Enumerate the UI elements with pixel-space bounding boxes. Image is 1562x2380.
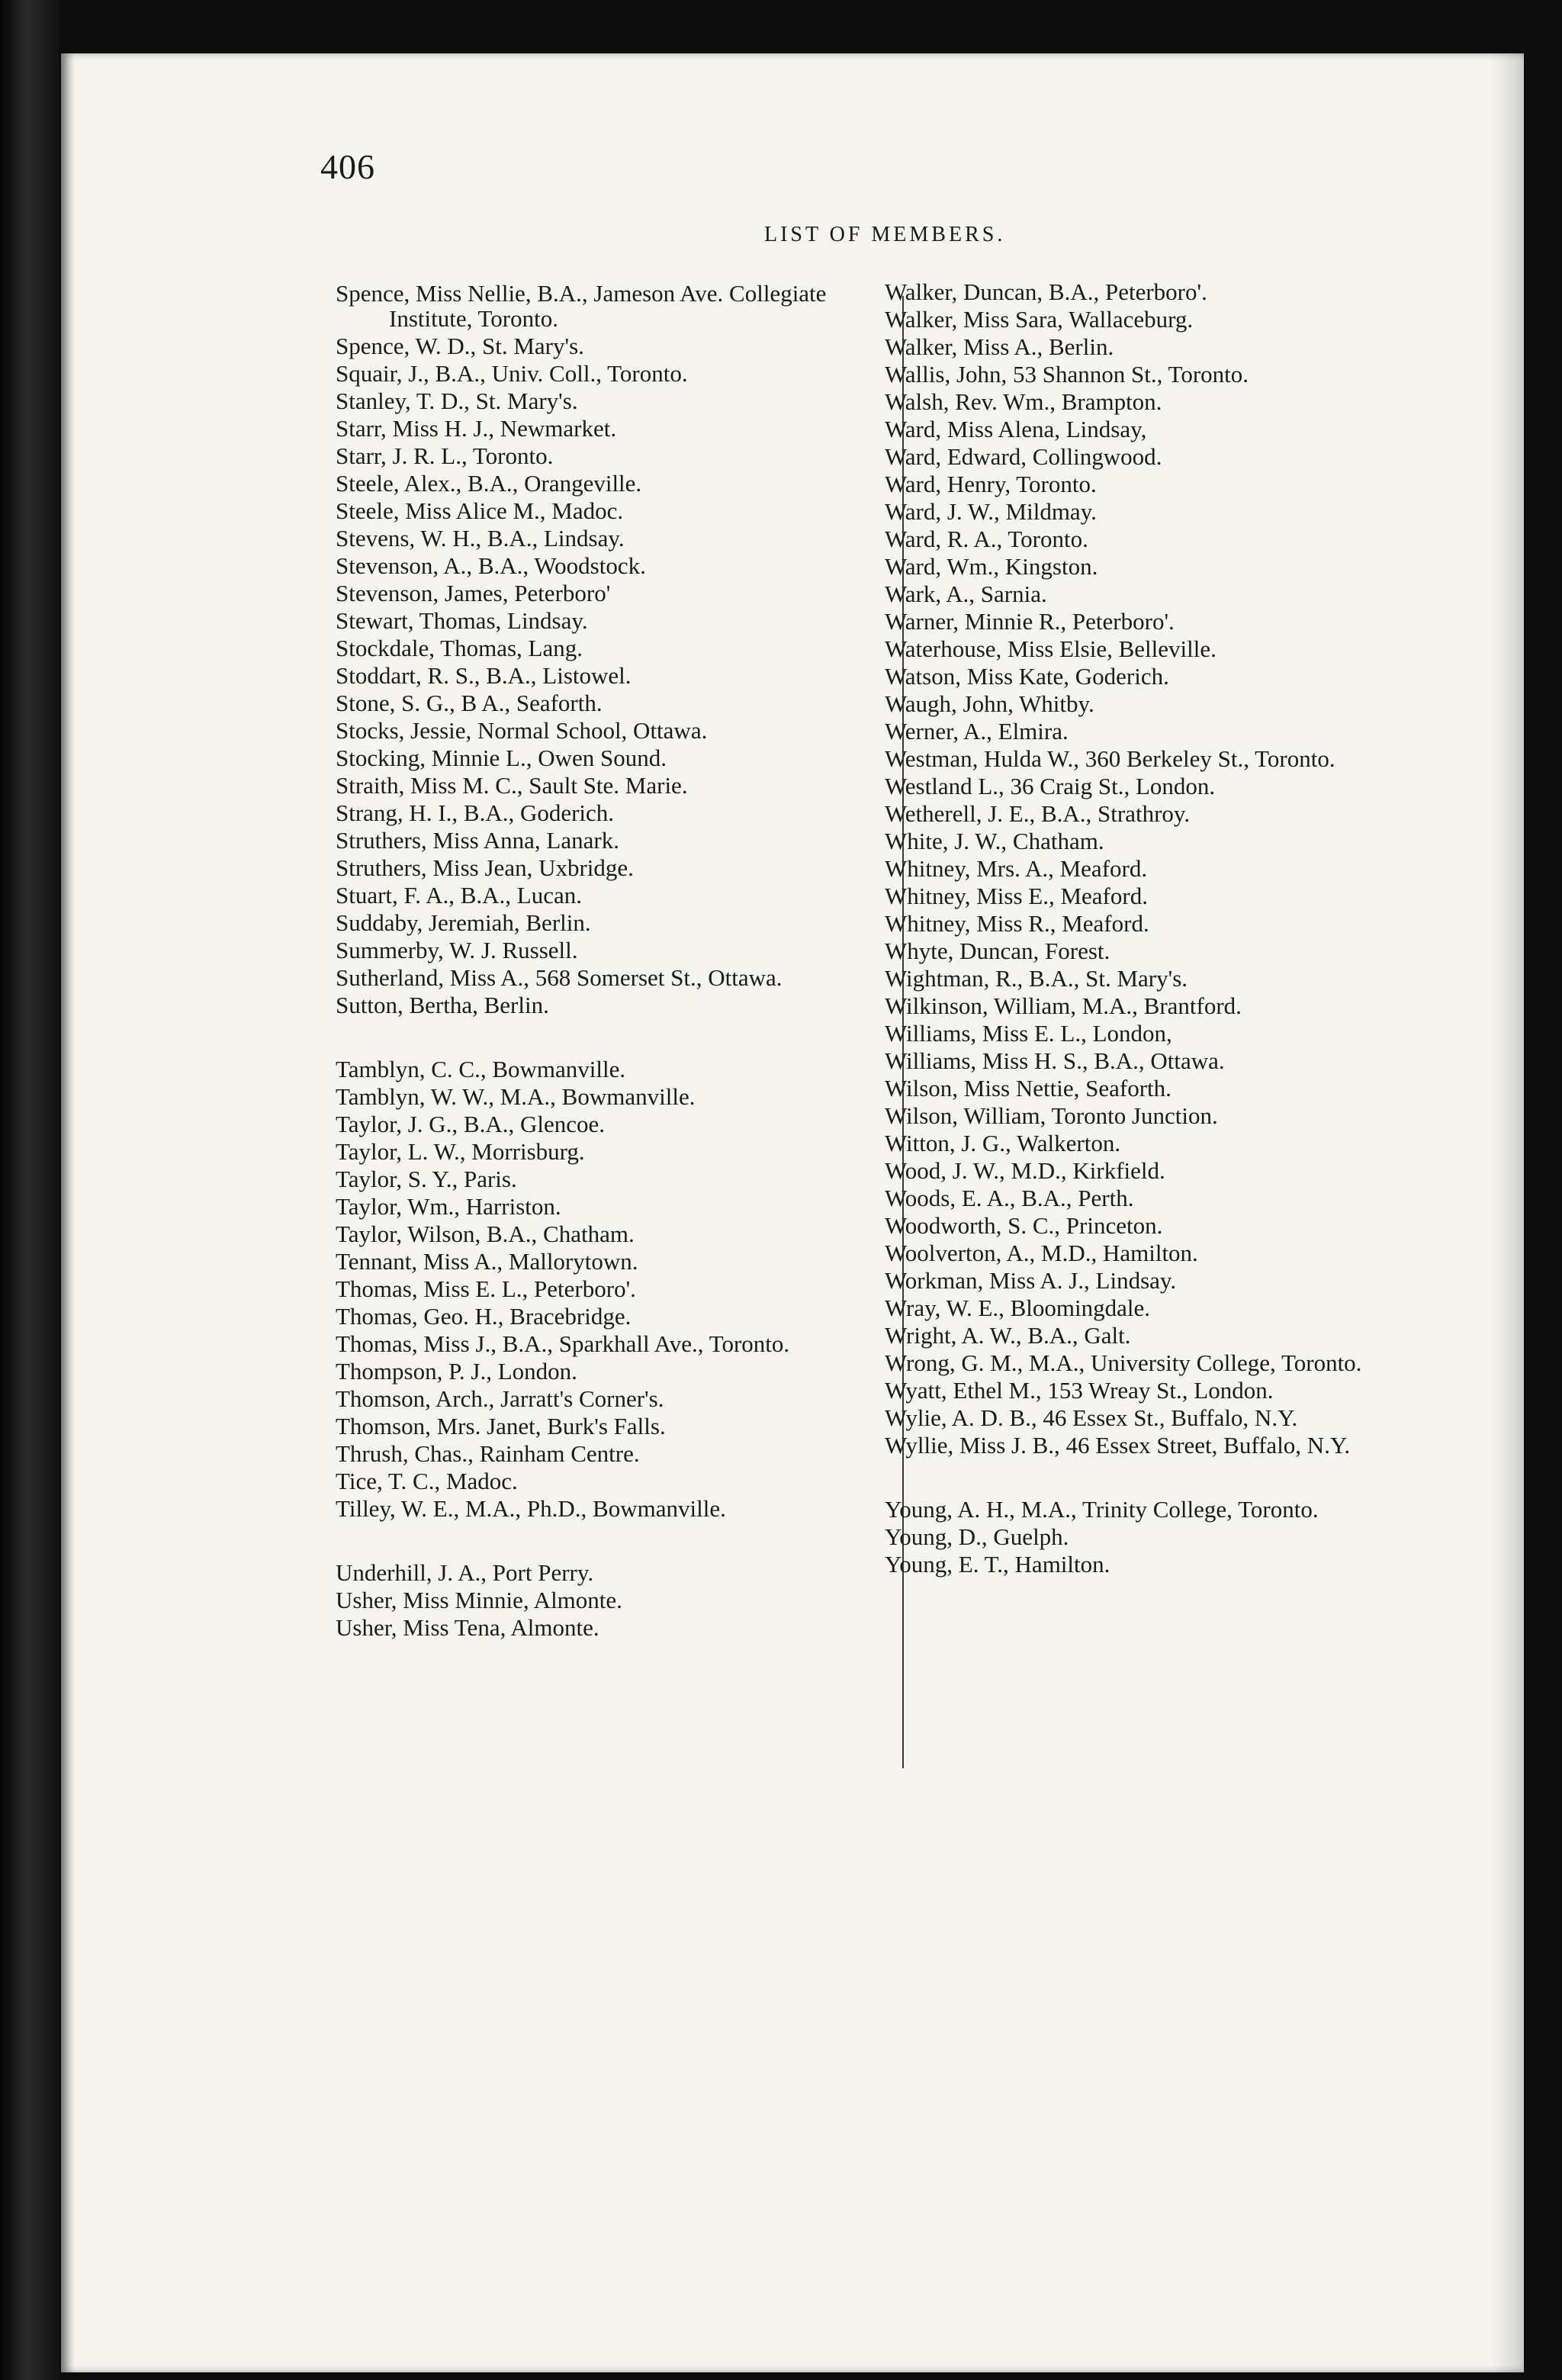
member-entry: Wyatt, Ethel M., 153 Wreay St., London.: [885, 1377, 1274, 1404]
member-entry: Sutton, Bertha, Berlin.: [336, 992, 549, 1018]
member-entry: Sutherland, Miss A., 568 Somerset St., Ottawa.: [336, 964, 783, 991]
member-entry: Wray, W. E., Bloomingdale.: [885, 1295, 1151, 1321]
member-entry: Thrush, Chas., Rainham Centre.: [336, 1440, 640, 1467]
member-entry: Spence, Miss Nellie, B.A., Jameson Ave. Collegiate Institute, Toronto.: [336, 280, 827, 332]
member-entry: Thomas, Geo. H., Bracebridge.: [336, 1303, 632, 1330]
member-entry: Wilson, William, Toronto Junction.: [885, 1102, 1218, 1129]
member-entry: Summerby, W. J. Russell.: [336, 937, 578, 963]
member-entry: Tilley, W. E., M.A., Ph.D., Bowmanville.: [336, 1495, 726, 1522]
member-entry: Stanley, T. D., St. Mary's.: [336, 388, 578, 414]
member-entry: Williams, Miss H. S., B.A., Ottawa.: [885, 1047, 1225, 1074]
member-entry: White, J. W., Chatham.: [885, 828, 1104, 854]
member-entry: Stone, S. G., B A., Seaforth.: [336, 690, 603, 716]
section-gap: [885, 1460, 1434, 1497]
member-entry: Walker, Duncan, B.A., Peterboro'.: [885, 278, 1207, 305]
member-entry: Thompson, P. J., London.: [336, 1358, 577, 1385]
member-entry: Stevenson, A., B.A., Woodstock.: [336, 552, 646, 579]
running-head: LIST OF MEMBERS.: [764, 223, 1006, 246]
member-entry: Tamblyn, C. C., Bowmanville.: [336, 1056, 626, 1082]
member-entry: Taylor, J. G., B.A., Glencoe.: [336, 1111, 606, 1137]
member-entry: Strang, H. I., B.A., Goderich.: [336, 799, 615, 826]
section-gap: [336, 1020, 885, 1057]
book-spine-edge: [0, 0, 59, 2380]
members-column-right: [885, 279, 1434, 1579]
member-entry: Walker, Miss Sara, Wallaceburg.: [885, 306, 1194, 333]
member-entry: Suddaby, Jeremiah, Berlin.: [336, 909, 591, 936]
gutter-shadow: [61, 53, 75, 2372]
member-entry: Taylor, L. W., Morrisburg.: [336, 1138, 585, 1165]
member-entry: Wilkinson, William, M.A., Brantford.: [885, 992, 1242, 1019]
member-entry: Wark, A., Sarnia.: [885, 581, 1047, 607]
member-entry: Stuart, F. A., B.A., Lucan.: [336, 882, 583, 909]
member-entry: Workman, Miss A. J., Lindsay.: [885, 1267, 1177, 1294]
member-entry: Walsh, Rev. Wm., Brampton.: [885, 388, 1162, 415]
member-entry: Stevenson, James, Peterboro': [336, 580, 611, 606]
member-entry: Starr, J. R. L., Toronto.: [336, 442, 554, 469]
member-entry: Ward, Edward, Collingwood.: [885, 443, 1162, 470]
member-entry: Walker, Miss A., Berlin.: [885, 333, 1114, 360]
member-entry: Watson, Miss Kate, Goderich.: [885, 663, 1169, 690]
member-entry: Westman, Hulda W., 360 Berkeley St., Toronto.: [885, 745, 1335, 772]
member-entry: Ward, R. A., Toronto.: [885, 526, 1088, 552]
member-entry: Wyllie, Miss J. B., 46 Essex Street, Buffalo, N.Y.: [885, 1432, 1351, 1459]
member-entry: Woodworth, S. C., Princeton.: [885, 1212, 1163, 1239]
member-entry: Wetherell, J. E., B.A., Strathroy.: [885, 800, 1191, 827]
member-entry: Warner, Minnie R., Peterboro'.: [885, 608, 1175, 635]
member-entry: Taylor, Wilson, B.A., Chatham.: [336, 1221, 635, 1247]
member-entry: Straith, Miss M. C., Sault Ste. Marie.: [336, 772, 688, 799]
member-entry: Ward, Henry, Toronto.: [885, 471, 1097, 497]
member-entry: Woods, E. A., B.A., Perth.: [885, 1185, 1134, 1211]
member-entry: Whitney, Miss E., Meaford.: [885, 883, 1148, 909]
member-entry: Whitney, Miss R., Meaford.: [885, 910, 1149, 937]
member-entry: Young, A. H., M.A., Trinity College, Toronto.: [885, 1496, 1319, 1523]
member-entry: Williams, Miss E. L., London,: [885, 1020, 1172, 1047]
member-entry: Young, D., Guelph.: [885, 1523, 1069, 1550]
page-edge-shadow: [1492, 53, 1524, 2372]
member-entry: Westland L., 36 Craig St., London.: [885, 773, 1216, 799]
member-entry: Stocks, Jessie, Normal School, Ottawa.: [336, 717, 708, 744]
member-entry: Thomas, Miss J., B.A., Sparkhall Ave., Toronto.: [336, 1330, 790, 1357]
member-entry: Squair, J., B.A., Univ. Coll., Toronto.: [336, 360, 688, 387]
member-entry: Taylor, S. Y., Paris.: [336, 1166, 517, 1192]
member-entry: Stevens, W. H., B.A., Lindsay.: [336, 525, 625, 552]
member-entry: Waterhouse, Miss Elsie, Belleville.: [885, 635, 1216, 662]
member-entry: Wright, A. W., B.A., Galt.: [885, 1322, 1131, 1349]
member-entry: Stoddart, R. S., B.A., Listowel.: [336, 662, 632, 689]
member-entry: Ward, J. W., Mildmay.: [885, 498, 1097, 525]
member-entry: Spence, W. D., St. Mary's.: [336, 333, 584, 359]
member-entry: Wallis, John, 53 Shannon St., Toronto.: [885, 361, 1249, 388]
member-entry: Stewart, Thomas, Lindsay.: [336, 607, 588, 634]
member-entry: Steele, Alex., B.A., Orangeville.: [336, 470, 642, 497]
member-entry: Wrong, G. M., M.A., University College, Toronto.: [885, 1349, 1362, 1376]
member-entry: Taylor, Wm., Harriston.: [336, 1193, 561, 1220]
member-entry: Werner, A., Elmira.: [885, 718, 1069, 745]
member-entry: Wood, J. W., M.D., Kirkfield.: [885, 1157, 1165, 1184]
members-column-left: [336, 281, 885, 1642]
member-entry: Tamblyn, W. W., M.A., Bowmanville.: [336, 1083, 696, 1110]
member-entry: Whitney, Mrs. A., Meaford.: [885, 855, 1148, 882]
member-entry: Young, E. T., Hamilton.: [885, 1551, 1110, 1578]
member-entry: Thomson, Mrs. Janet, Burk's Falls.: [336, 1413, 666, 1439]
member-entry: Underhill, J. A., Port Perry.: [336, 1559, 594, 1586]
member-entry: Ward, Miss Alena, Lindsay,: [885, 416, 1147, 442]
member-entry: Usher, Miss Tena, Almonte.: [336, 1614, 599, 1641]
member-entry: Waugh, John, Whitby.: [885, 690, 1094, 717]
member-entry: Thomson, Arch., Jarratt's Corner's.: [336, 1385, 664, 1412]
member-entry: Starr, Miss H. J., Newmarket.: [336, 415, 617, 442]
member-entry: Whyte, Duncan, Forest.: [885, 938, 1110, 964]
member-entry: Witton, J. G., Walkerton.: [885, 1130, 1121, 1156]
page-number: 406: [320, 147, 375, 186]
member-entry: Stockdale, Thomas, Lang.: [336, 635, 583, 661]
member-entry: Struthers, Miss Jean, Uxbridge.: [336, 854, 634, 881]
member-entry: Usher, Miss Minnie, Almonte.: [336, 1587, 622, 1613]
section-gap: [336, 1523, 885, 1560]
member-entry: Wylie, A. D. B., 46 Essex St., Buffalo, N.Y.: [885, 1404, 1298, 1431]
member-entry: Thomas, Miss E. L., Peterboro'.: [336, 1275, 636, 1302]
member-entry: Wilson, Miss Nettie, Seaforth.: [885, 1075, 1172, 1102]
member-entry: Struthers, Miss Anna, Lanark.: [336, 827, 619, 854]
member-entry: Tice, T. C., Madoc.: [336, 1468, 518, 1494]
member-entry: Ward, Wm., Kingston.: [885, 553, 1098, 580]
member-entry: Woolverton, A., M.D., Hamilton.: [885, 1240, 1198, 1266]
member-entry: Tennant, Miss A., Mallorytown.: [336, 1248, 638, 1275]
member-entry: Steele, Miss Alice M., Madoc.: [336, 497, 624, 524]
member-entry: Stocking, Minnie L., Owen Sound.: [336, 745, 667, 771]
member-entry: Wightman, R., B.A., St. Mary's.: [885, 965, 1188, 992]
